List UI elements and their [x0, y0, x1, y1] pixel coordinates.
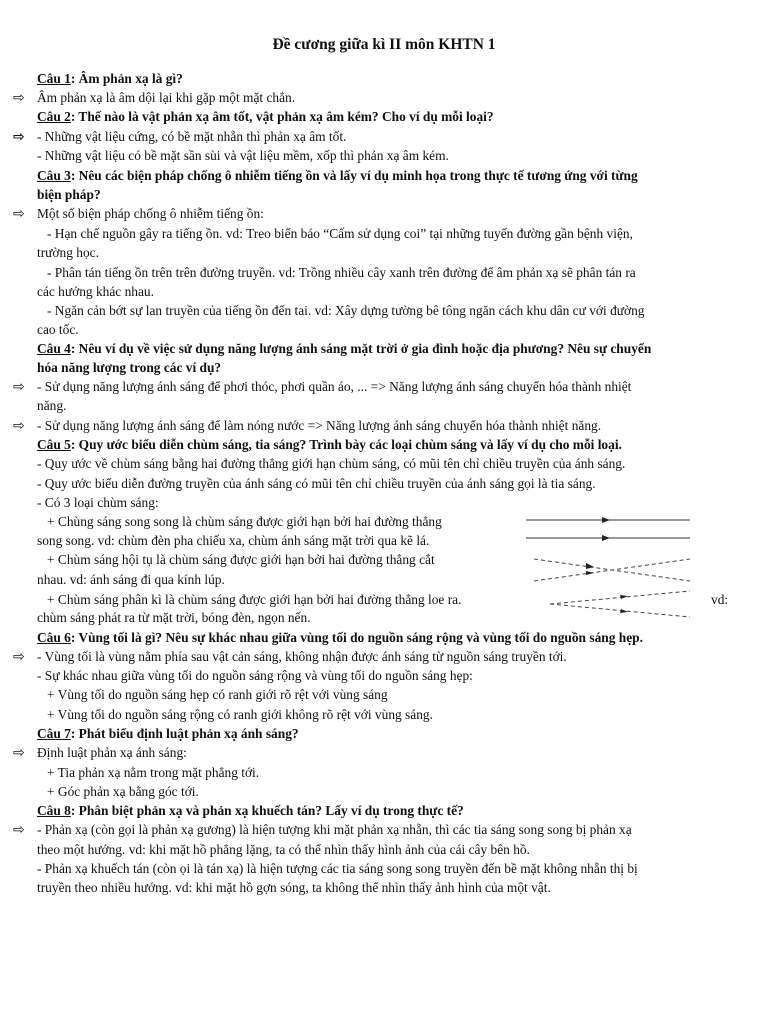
document-title: Đề cương giữa kì II môn KHTN 1 — [272, 36, 496, 53]
answer-line: + Vùng tối do nguồn sáng rộng có ranh giới không rõ rệt với vùng sáng. — [47, 707, 433, 722]
answer-line: - Ngăn cản bớt sự lan truyền của tiếng ồn đến tai. vd: Xây dựng tường bê tông ngăn cách khu dân cư với đường — [47, 303, 645, 318]
answer-line: + Vùng tối do nguồn sáng hẹp có ranh giới rõ rệt với vùng sáng — [47, 687, 388, 702]
question-number: Câu 8 — [37, 803, 71, 818]
question-1: Câu 1: Âm phản xạ là gì? — [37, 71, 183, 86]
question-4-cont: hóa năng lượng trong các ví dụ? — [37, 360, 222, 375]
right-arrow-icon: ⇨ — [13, 649, 25, 665]
answer-line: truyền theo nhiều hướng. vd: khi mặt hồ gợn sóng, ta không thể nhìn thấy ảnh hình của một vật. — [37, 880, 551, 895]
answer-line: - Sự khác nhau giữa vùng tối do nguồn sáng rộng và vùng tối do nguồn sáng hẹp: — [37, 668, 473, 683]
answer-line: + Chùm sáng phân kì là chùm sáng được giới hạn bởi hai đường thẳng loe ra. — [47, 592, 462, 607]
question-2: Câu 2: Thế nào là vật phản xạ âm tốt, vật phản xạ âm kém? Cho ví dụ mỗi loại? — [37, 109, 494, 124]
right-arrow-icon: ⇨ — [13, 418, 25, 434]
answer-line: - Vùng tối là vùng nằm phía sau vật cản sáng, không nhận được ánh sáng từ nguồn sáng truyền tới. — [37, 649, 567, 664]
answer-line: - Phản xạ (còn gọi là phản xạ gương) là hiện tượng khi mặt phản xạ nhẵn, thì các tia sáng song song bị phản xạ — [37, 822, 632, 837]
right-arrow-icon: ⇨ — [13, 206, 25, 222]
answer-line: + Chùng sáng song song là chùm sáng được giới hạn bởi hai đường thẳng — [47, 514, 442, 529]
right-arrow-icon: ⇨ — [13, 822, 25, 838]
answer-line: + Tia phản xạ nằm trong mặt phẳng tới. — [47, 765, 260, 780]
answer-line: - Hạn chế nguồn gây ra tiếng ồn. vd: Treo biển báo “Cấm sử dụng coi” tại những tuyến đường gần bệnh viện, — [47, 226, 633, 241]
answer-line: Âm phản xạ là âm dội lại khi gặp một mặt chắn. — [37, 90, 296, 105]
question-number: Câu 3 — [37, 168, 71, 183]
converging-beam-diagram — [520, 554, 695, 586]
diverging-beam-diagram — [520, 588, 695, 620]
parallel-beam-diagram — [520, 512, 695, 544]
question-number: Câu 7 — [37, 726, 71, 741]
question-6: Câu 6: Vùng tối là gì? Nêu sự khác nhau giữa vùng tối do nguồn sáng rộng và vùng tối do nguồn sáng hẹp. — [37, 630, 643, 645]
answer-line: - Quy ước về chùm sáng bằng hai đường thẳng giới hạn chùm sáng, có mũi tên chỉ chiều truyền của ánh sáng. — [37, 456, 626, 471]
answer-line: - Những vật liệu cứng, có bề mặt nhẵn thì phản xạ âm tốt. — [37, 129, 347, 144]
answer-line: song song. vd: chùm đèn pha chiếu xa, chùm ánh sáng mặt trời qua kẽ lá. — [37, 533, 430, 548]
right-arrow-icon: ⇨ — [13, 90, 25, 106]
answer-line: cao tốc. — [37, 322, 79, 337]
question-number: Câu 4 — [37, 341, 71, 356]
answer-line: - Phản xạ khuếch tán (còn ọi là tán xạ) là hiện tượng các tia sáng song song truyền đến bề mặt không nhẵn thị bị — [37, 861, 638, 876]
answer-line: các hướng khác nhau. — [37, 284, 154, 299]
question-number: Câu 6 — [37, 630, 71, 645]
right-arrow-icon: ⇨ — [13, 129, 25, 145]
answer-line: - Những vật liệu có bề mặt sần sùi và vật liệu mềm, xốp thì phản xạ âm kém. — [37, 148, 449, 163]
question-3: Câu 3: Nêu các biện pháp chống ô nhiễm tiếng ồn và lấy ví dụ minh họa trong thực tế tương ứng với từng — [37, 168, 638, 183]
right-arrow-icon: ⇨ — [13, 745, 25, 761]
question-number: Câu 5 — [37, 437, 71, 452]
right-arrow-icon: ⇨ — [13, 379, 25, 395]
question-3-cont: biện pháp? — [37, 187, 101, 202]
question-5: Câu 5: Quy ước biểu diễn chùm sáng, tia sáng? Trình bày các loại chùm sáng và lấy ví dụ cho mỗi loại. — [37, 437, 622, 452]
answer-line: năng. — [37, 398, 67, 413]
answer-line: - Quy ước biểu diễn đường truyền của ánh sáng có mũi tên chỉ chiều truyền của ánh sáng gọi là tia sáng. — [37, 476, 596, 491]
answer-line: theo một hướng. vd: khi mặt hồ phẳng lặng, ta có thể nhìn thấy hình ảnh của cái cây bên hồ. — [37, 842, 530, 857]
answer-line: - Sử dụng năng lượng ánh sáng để phơi thóc, phơi quần áo, ... => Năng lượng ánh sáng chuyển hóa thành nhiệt — [37, 379, 632, 394]
question-8: Câu 8: Phân biệt phản xạ và phản xạ khuếch tán? Lấy ví dụ trong thực tế? — [37, 803, 464, 818]
answer-line: Định luật phản xạ ánh sáng: — [37, 745, 187, 760]
answer-line: trường học. — [37, 245, 99, 260]
question-4: Câu 4: Nêu ví dụ về việc sử dụng năng lượng ánh sáng mặt trời ở gia đình hoặc địa phương? Nêu sự chuyển — [37, 341, 652, 356]
answer-line: - Sử dụng năng lượng ánh sáng để làm nóng nước => Năng lượng ánh sáng chuyển hóa thành nhiệt năng. — [37, 418, 602, 433]
answer-line: + Góc phản xạ bằng góc tới. — [47, 784, 199, 799]
question-number: Câu 1 — [37, 71, 71, 86]
answer-line: - Phân tán tiếng ồn trên trên đường truyền. vd: Trồng nhiều cây xanh trên đường để âm phản xạ sẽ phân tán ra — [47, 265, 636, 280]
answer-line: + Chùm sáng hội tụ là chùm sáng được giới hạn bởi hai đường thẳng cắt — [47, 552, 435, 567]
answer-line: vd: — [711, 592, 729, 607]
answer-line: - Có 3 loại chùm sáng: — [37, 495, 159, 510]
answer-line: Một số biện pháp chống ô nhiễm tiếng ồn: — [37, 206, 264, 221]
answer-line: chùm sáng phát ra từ mặt trời, bóng đèn, ngọn nến. — [37, 610, 311, 625]
answer-line: nhau. vd: ánh sáng đi qua kính lúp. — [37, 572, 225, 587]
question-number: Câu 2 — [37, 109, 71, 124]
question-7: Câu 7: Phát biểu định luật phản xạ ánh sáng? — [37, 726, 299, 741]
